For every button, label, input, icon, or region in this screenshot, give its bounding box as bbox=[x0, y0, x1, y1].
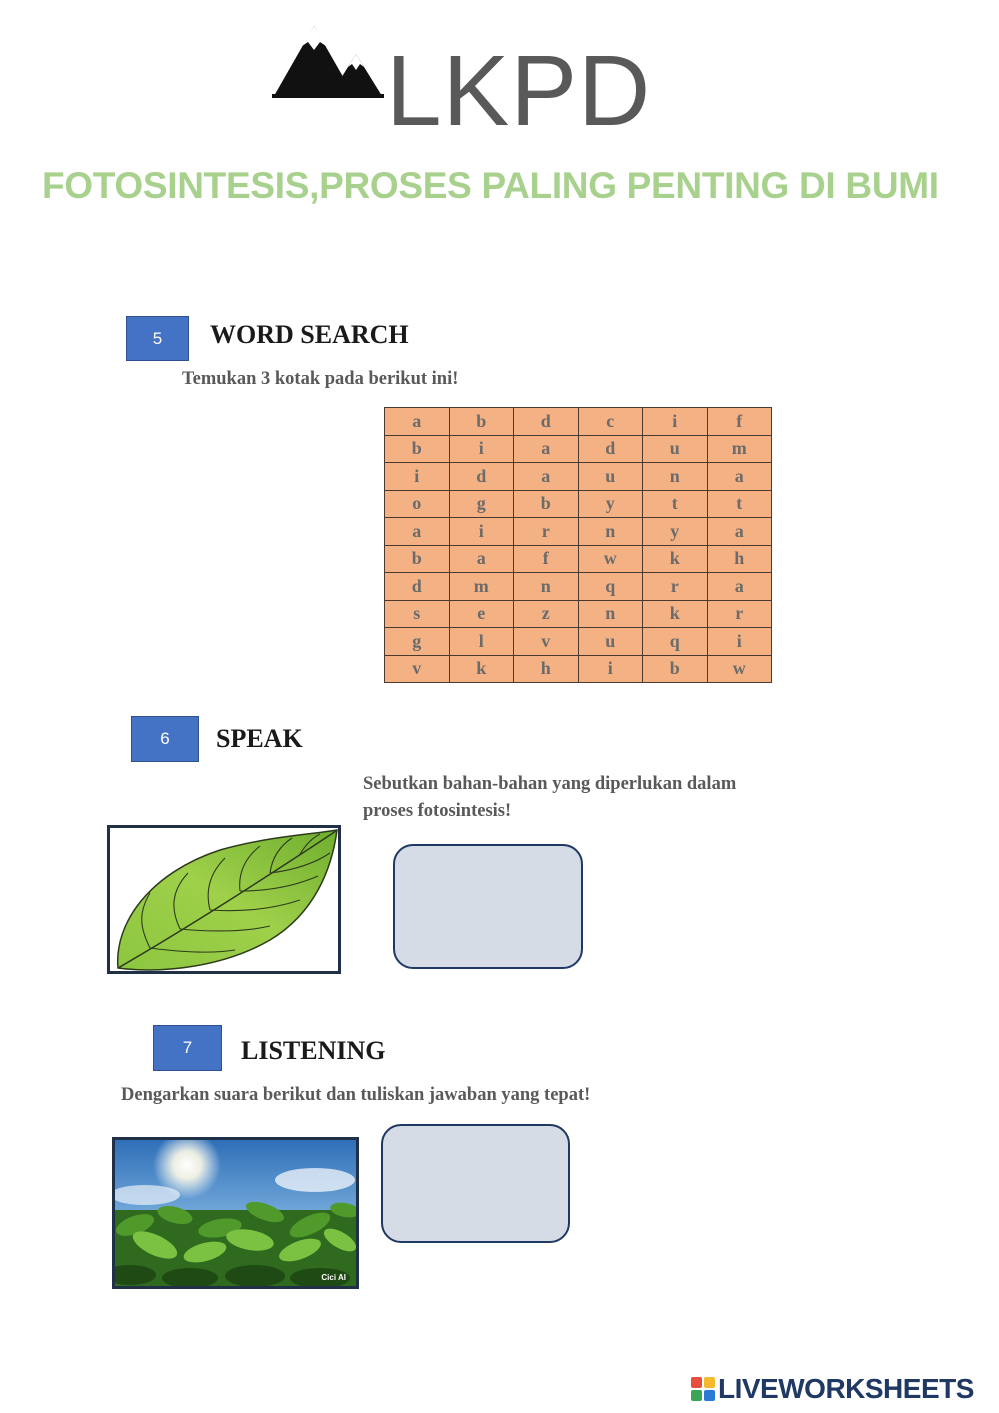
grid-cell[interactable]: a bbox=[449, 545, 514, 573]
grid-cell[interactable]: b bbox=[385, 545, 450, 573]
grid-cell[interactable]: d bbox=[578, 435, 643, 463]
grid-cell[interactable]: h bbox=[707, 545, 772, 573]
grid-cell[interactable]: q bbox=[643, 628, 708, 656]
grid-cell[interactable]: b bbox=[514, 490, 579, 518]
grid-row bbox=[385, 545, 772, 573]
grid-row bbox=[385, 463, 772, 491]
grid-cell[interactable]: g bbox=[385, 628, 450, 656]
grid-cell[interactable]: k bbox=[449, 655, 514, 683]
grid-cell[interactable]: b bbox=[643, 655, 708, 683]
grid-cell[interactable]: g bbox=[449, 490, 514, 518]
grid-cell[interactable]: i bbox=[578, 655, 643, 683]
section-number-badge: 5 bbox=[126, 316, 189, 361]
listening-instruction: Dengarkan suara berikut dan tuliskan jawaban yang tepat! bbox=[121, 1085, 591, 1105]
logo-text: LKPD bbox=[386, 35, 652, 147]
grid-cell[interactable]: r bbox=[643, 573, 708, 601]
grid-cell[interactable]: i bbox=[449, 518, 514, 546]
grid-cell[interactable]: r bbox=[707, 600, 772, 628]
grid-cell[interactable]: c bbox=[578, 408, 643, 436]
leaf-image bbox=[107, 825, 341, 974]
grid-cell[interactable]: n bbox=[643, 463, 708, 491]
grid-cell[interactable]: u bbox=[578, 463, 643, 491]
section-title-speak: SPEAK bbox=[216, 724, 303, 753]
grid-cell[interactable]: m bbox=[707, 435, 772, 463]
grid-cell[interactable]: t bbox=[643, 490, 708, 518]
grid-cell[interactable]: i bbox=[449, 435, 514, 463]
listening-answer-box[interactable] bbox=[381, 1124, 570, 1243]
speak-instruction-line2: proses fotosintesis! bbox=[363, 801, 512, 821]
grid-cell[interactable]: a bbox=[707, 573, 772, 601]
image-caption: Cici AI bbox=[321, 1273, 346, 1282]
leaf-icon bbox=[110, 828, 338, 971]
section-number-badge: 6 bbox=[131, 716, 199, 762]
grid-cell[interactable]: r bbox=[514, 518, 579, 546]
grid-cell[interactable]: s bbox=[385, 600, 450, 628]
grid-cell[interactable]: u bbox=[578, 628, 643, 656]
grid-cell[interactable]: i bbox=[643, 408, 708, 436]
grid-cell[interactable]: v bbox=[385, 655, 450, 683]
grid-cell[interactable]: d bbox=[514, 408, 579, 436]
grid-row bbox=[385, 628, 772, 656]
grid-cell[interactable]: z bbox=[514, 600, 579, 628]
grid-cell[interactable]: o bbox=[385, 490, 450, 518]
grid-cell[interactable]: i bbox=[385, 463, 450, 491]
grid-cell[interactable]: e bbox=[449, 600, 514, 628]
footer-brand-text: LIVEWORKSHEETS bbox=[718, 1373, 974, 1404]
grid-cell[interactable]: a bbox=[707, 518, 772, 546]
footer-brand[interactable] bbox=[690, 1374, 974, 1404]
grid-cell[interactable]: v bbox=[514, 628, 579, 656]
grid-cell[interactable]: a bbox=[385, 408, 450, 436]
grid-cell[interactable]: u bbox=[643, 435, 708, 463]
plants-sunlight-image[interactable] bbox=[112, 1137, 359, 1289]
grid-row bbox=[385, 600, 772, 628]
grid-row bbox=[385, 655, 772, 683]
grid-row bbox=[385, 435, 772, 463]
grid-cell[interactable]: a bbox=[707, 463, 772, 491]
logo-mountain-icon bbox=[272, 24, 384, 98]
grid-cell[interactable]: y bbox=[643, 518, 708, 546]
grid-cell[interactable]: f bbox=[707, 408, 772, 436]
grid-cell[interactable]: n bbox=[578, 518, 643, 546]
grid-cell[interactable]: i bbox=[707, 628, 772, 656]
grid-row bbox=[385, 518, 772, 546]
grid-cell[interactable]: n bbox=[514, 573, 579, 601]
grid-cell[interactable]: w bbox=[707, 655, 772, 683]
grid-cell[interactable]: d bbox=[385, 573, 450, 601]
grid-cell[interactable]: y bbox=[578, 490, 643, 518]
grid-cell[interactable]: b bbox=[449, 408, 514, 436]
section-title-word-search: WORD SEARCH bbox=[210, 320, 409, 349]
grid-cell[interactable]: h bbox=[514, 655, 579, 683]
grid-cell[interactable]: q bbox=[578, 573, 643, 601]
section-number-badge: 7 bbox=[153, 1025, 222, 1071]
grid-cell[interactable]: a bbox=[514, 463, 579, 491]
grid-row bbox=[385, 573, 772, 601]
grid-cell[interactable]: t bbox=[707, 490, 772, 518]
plants-sunlight-icon bbox=[115, 1140, 356, 1286]
grid-cell[interactable]: w bbox=[578, 545, 643, 573]
grid-cell[interactable]: n bbox=[578, 600, 643, 628]
speak-instruction-line1: Sebutkan bahan-bahan yang diperlukan dalam bbox=[363, 774, 737, 794]
page-title: FOTOSINTESIS,PROSES PALING PENTING DI BUMI bbox=[42, 165, 939, 206]
grid-cell[interactable]: a bbox=[385, 518, 450, 546]
word-search-instruction: Temukan 3 kotak pada berikut ini! bbox=[182, 369, 459, 389]
grid-cell[interactable]: d bbox=[449, 463, 514, 491]
grid-cell[interactable]: m bbox=[449, 573, 514, 601]
word-search-grid[interactable] bbox=[384, 407, 772, 683]
grid-cell[interactable]: k bbox=[643, 600, 708, 628]
grid-cell[interactable]: l bbox=[449, 628, 514, 656]
grid-cell[interactable]: f bbox=[514, 545, 579, 573]
liveworksheets-logo-icon bbox=[690, 1376, 716, 1402]
grid-row bbox=[385, 490, 772, 518]
grid-row bbox=[385, 408, 772, 436]
section-title-listening: LISTENING bbox=[241, 1036, 386, 1065]
grid-cell[interactable]: k bbox=[643, 545, 708, 573]
grid-cell[interactable]: b bbox=[385, 435, 450, 463]
grid-cell[interactable]: a bbox=[514, 435, 579, 463]
speak-answer-box[interactable] bbox=[393, 844, 583, 969]
